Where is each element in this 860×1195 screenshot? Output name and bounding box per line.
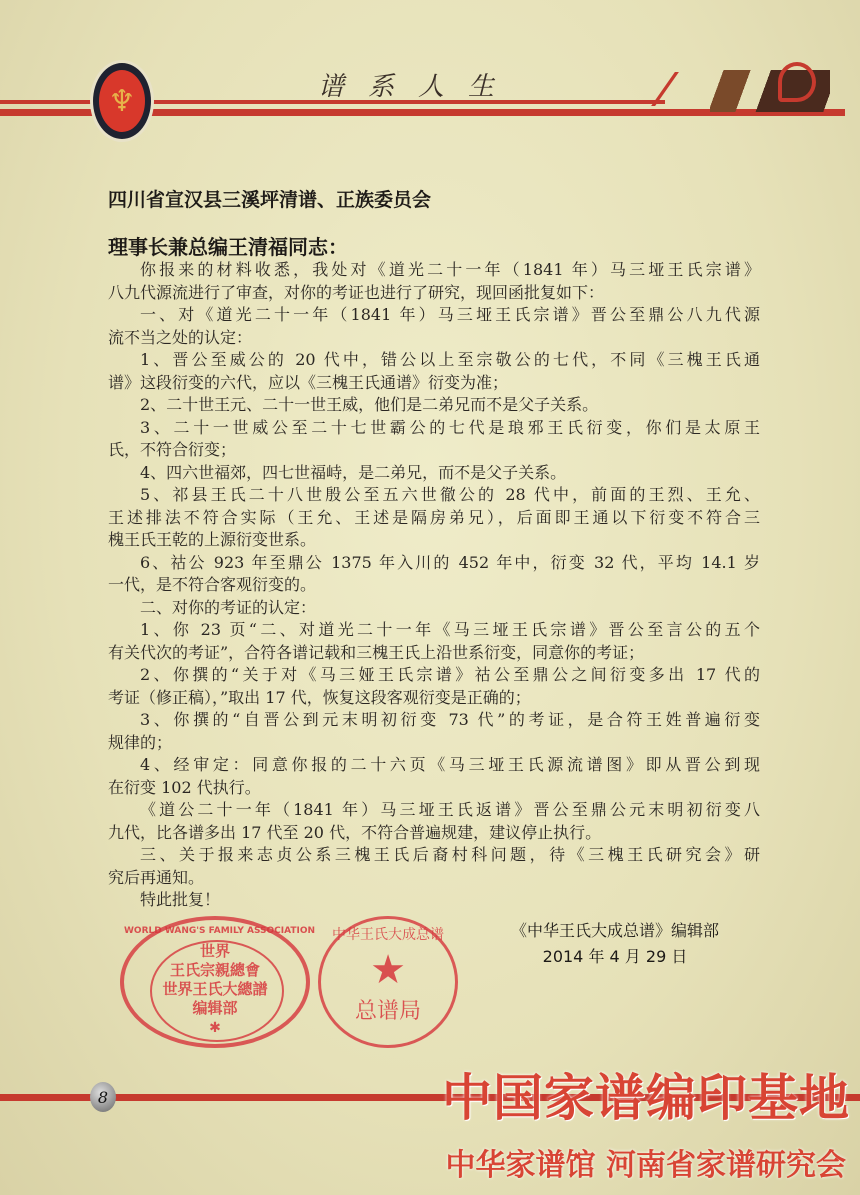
body-line: 流不当之处的认定： — [108, 327, 253, 347]
stamp-left-line-3: 世界王氏大總譜 — [162, 980, 268, 998]
star-icon: ★ — [370, 947, 406, 993]
body-line: 槐王氏王乾的上源衍变世系。 — [108, 530, 317, 549]
body-line: 究后再通知。 — [108, 867, 205, 887]
stamp-right-bottom: 总谱局 — [354, 999, 421, 1024]
body-line: 特此批复！ — [140, 890, 221, 909]
body-line: 八九代源流进行了审查，对你的考证也进行了研究，现回函批复如下： — [108, 282, 605, 302]
body-line: 《道公二十一年（1841 年）马三垭王氏返谱》晋公至鼎公元末明初衍变八 — [140, 800, 760, 819]
emblem-glyph: ♆ — [99, 70, 145, 132]
body-line: 4、四六世福郊，四七世福峙，是二弟兄，而不是父子关系。 — [140, 462, 567, 482]
signature-org: 《中华王氏大成总谱》编辑部 — [510, 921, 719, 940]
section-title: 谱系人生 — [318, 72, 519, 102]
body-line: 九代，比各谱多出 17 代至 20 代，不符合普遍规建，建议停止执行。 — [108, 822, 602, 842]
body-line: 王述排法不符合实际（王允、王述是隔房弟兄），后面即王通以下衍变不符合三 — [108, 507, 760, 527]
body-line: 在衍变 102 代执行。 — [108, 777, 261, 797]
body-line: 3、二十一世威公至二十七世霸公的七代是琅邪王氏衍变，你们是太原王 — [140, 417, 760, 437]
stamp-right — [318, 916, 458, 1048]
salutation: 理事长兼总编王清福同志： — [108, 235, 348, 259]
body-line: 三、关于报来志贞公系三槐王氏后裔村科问题，待《三槐王氏研究会》研 — [140, 845, 760, 864]
recipient-org: 四川省宣汉县三溪坪清谱、正族委员会 — [108, 189, 432, 211]
body-line: 一代，是不符合客观衍变的。 — [108, 575, 317, 594]
emblem-logo — [90, 60, 154, 142]
stamp-left-line-1: 世界 — [199, 942, 230, 960]
body-line: 氏，不符合衍变； — [108, 440, 237, 459]
signature-date: 2014 年 4 月 29 日 — [542, 947, 688, 966]
stamp-right-ring-text: 中华王氏大成总谱 — [332, 927, 444, 943]
body-line: 考证（修正稿），”取出 17 代，恢复这段客观衍变是正确的； — [108, 687, 531, 707]
body-line: 二、对你的考证的认定： — [140, 597, 317, 617]
letter-body — [108, 259, 760, 912]
body-line: 2、你撰的“关于对《马三娅王氏宗谱》祜公至鼎公之间衍变多出 17 代的 — [140, 665, 760, 684]
watermark-line-1: 中国家谱编印基地 — [442, 1068, 850, 1127]
page-number: 8 — [90, 1082, 116, 1112]
stamp-left — [120, 916, 316, 1048]
body-line: 1、你 23 页“二、对道光二十一年《马三垭王氏宗谱》晋公至言公的五个 — [140, 620, 760, 639]
body-line: 4、经审定：同意你报的二十六页《马三垭王氏源流谱图》即从晋公到现 — [140, 755, 760, 774]
stamp-left-line-2: 王氏宗親總會 — [169, 961, 260, 979]
body-line: 6、祜公 923 年至鼎公 1375 年入川的 452 年中，衍变 32 代，平均 14.1 岁 — [140, 552, 760, 572]
body-line: 有关代次的考证”，合符各谱记载和三槐王氏上沿世系衍变，同意你的考证； — [108, 642, 645, 662]
body-line: 你报来的材料收悉，我处对《道光二十一年（1841 年）马三垭王氏宗谱》 — [140, 260, 760, 279]
stamp-left-mark: ✱ — [209, 1020, 221, 1036]
body-line: 2、二十世王元、二十一世王威，他们是二弟兄而不是父子关系。 — [140, 395, 599, 414]
body-line: 1、晋公至威公的 20 代中，错公以上至宗敬公的七代，不同《三槐王氏通 — [140, 350, 760, 369]
stamp-left-line-4: 编辑部 — [192, 999, 238, 1017]
watermark-line-2: 中华家谱馆 河南省家谱研究会 — [445, 1148, 846, 1183]
body-line: 3、你撰的“自晋公到元末明初衍变 73 代”的考证，是合符王姓普遍衍变 — [140, 710, 760, 729]
stamp-left-ring-text: WORLD WANG'S FAMILY ASSOCIATION — [124, 926, 316, 936]
body-line: 一、对《道光二十一年（1841 年）马三垭王氏宗谱》晋公至鼎公八九代源 — [140, 305, 760, 324]
dragon-icon — [778, 62, 816, 102]
body-line: 5、祁县王氏二十八世殷公至五六世徹公的 28 代中，前面的王烈、王允、 — [140, 485, 760, 504]
header-rule-diagonal — [651, 72, 679, 106]
body-line: 谱》这段衍变的六代，应以《三槐王氏通谱》衍变为准； — [108, 372, 509, 392]
body-line: 规律的； — [108, 732, 173, 752]
